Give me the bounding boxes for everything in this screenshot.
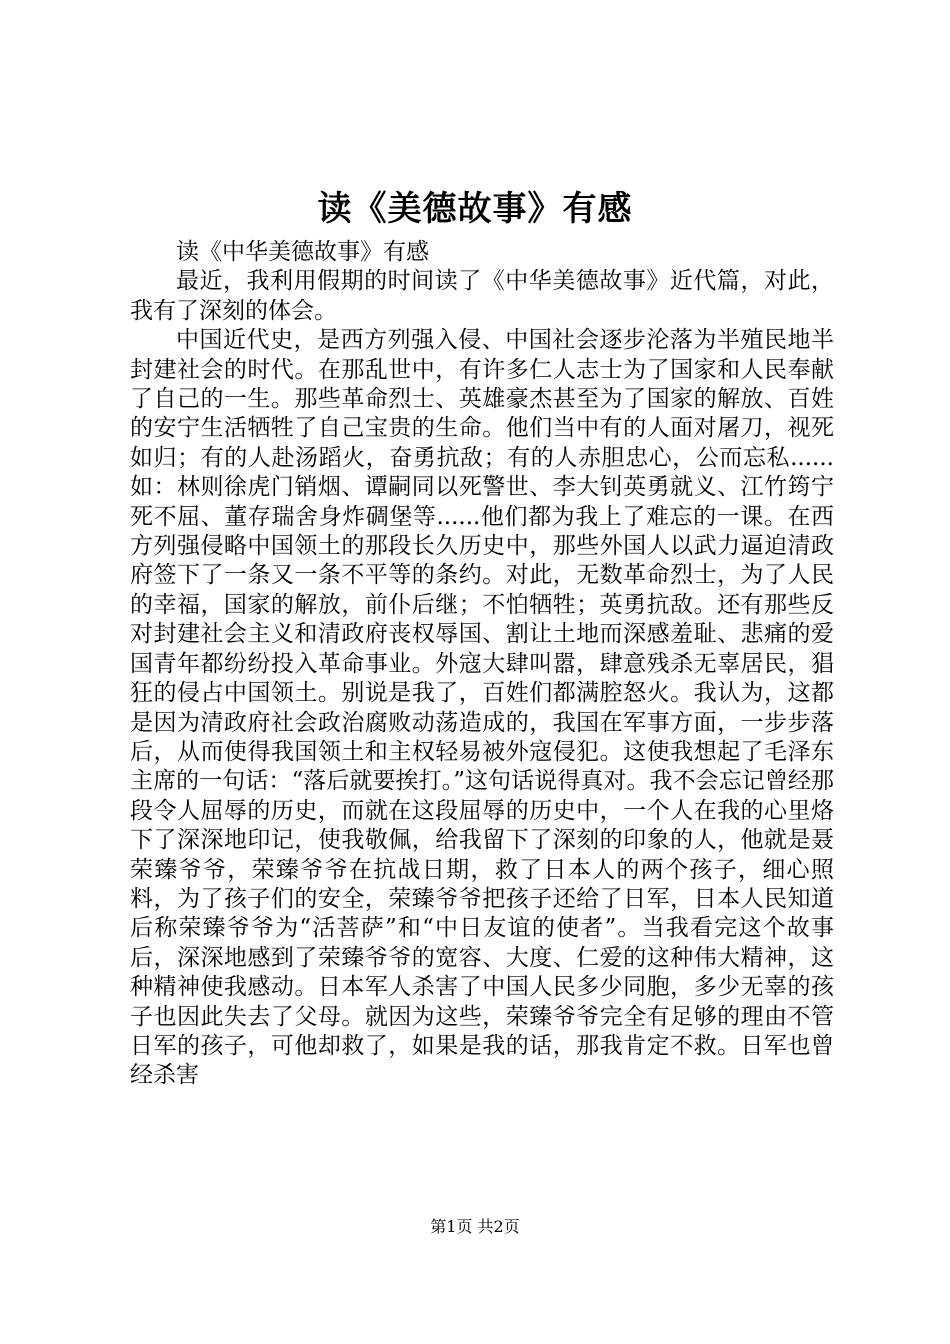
document-title: 读《美德故事》有感 [317, 189, 633, 229]
body-paragraph: 最近，我利用假期的时间读了《中华美德故事》近代篇，对此，我有了深刻的体会。 [130, 268, 834, 324]
page-number-footer: 第1页 共2页 [430, 1217, 520, 1236]
body-paragraph: 读《中华美德故事》有感 [176, 239, 429, 265]
document-body [130, 238, 834, 1091]
body-paragraph: 中国近代史，是西方列强入侵、中国社会逐步沦落为半殖民地半封建社会的时代。在那乱世中，有许多仁人志士为了国家和人民奉献了自己的一生。那些革命烈士、英雄豪杰甚至为了国家的解放、百姓的安宁生活牺牲了自己宝贵的生命。他们当中有的人面对屠刀，视死如归；有的人赴汤蹈火，奋勇抗敌；有的人赤胆忠心，公而忘私......如：林则徐虎门销烟、谭嗣同以死警世、李大钊英勇就义、江竹筠宁死不屈、董存瑞舍身炸碉堡等......他们都为我上了难忘的一课。在西方列强侵略中国领土的那段长久历史中，那些外国人以武力逼迫清政府签下了一条又一条不平等的条约。对此，无数革命烈士，为了人民的幸福，国家的解放，前仆后继；不怕牺牲；英勇抗敌。还有那些反对封建社会主义和清政府丧权辱国、割让土地而深感羞耻、悲痛的爱国青年都纷纷投入革命事业。外寇大肆叫嚣，肆意残杀无辜居民，猖狂的侵占中国领土。别说是我了，百姓们都满腔怒火。我认为，这都是因为清政府社会政治腐败动荡造成的，我国在军事方面，一步步落后，从而使得我国领土和主权轻易被外寇侵犯。这使我想起了毛泽东主席的一句话：“落后就要挨打。”这句话说得真对。我不会忘记曾经那段令人屈辱的历史，而就在这段屈辱的历史中，一个人在我的心里烙下了深深地印记，使我敬佩，给我留下了深刻的印象的人，他就是聂荣臻爷爷，荣臻爷爷在抗战日期，救了日本人的两个孩子，细心照料，为了孩子们的安全，荣臻爷爷把孩子还给了日军，日本人民知道后称荣臻爷爷为“活菩萨”和“中日友谊的使者”。当我看完这个故事后，深深地感到了荣臻爷爷的宽容、大度、仁爱的这种伟大精神，这种精神使我感动。日本军人杀害了中国人民多少同胞，多少无辜的孩子也因此失去了父母。就因为这些，荣臻爷爷完全有足够的理由不管日军的孩子，可他却救了，如果是我的话，那我肯定不救。日军也曾经杀害 [130, 327, 834, 1089]
